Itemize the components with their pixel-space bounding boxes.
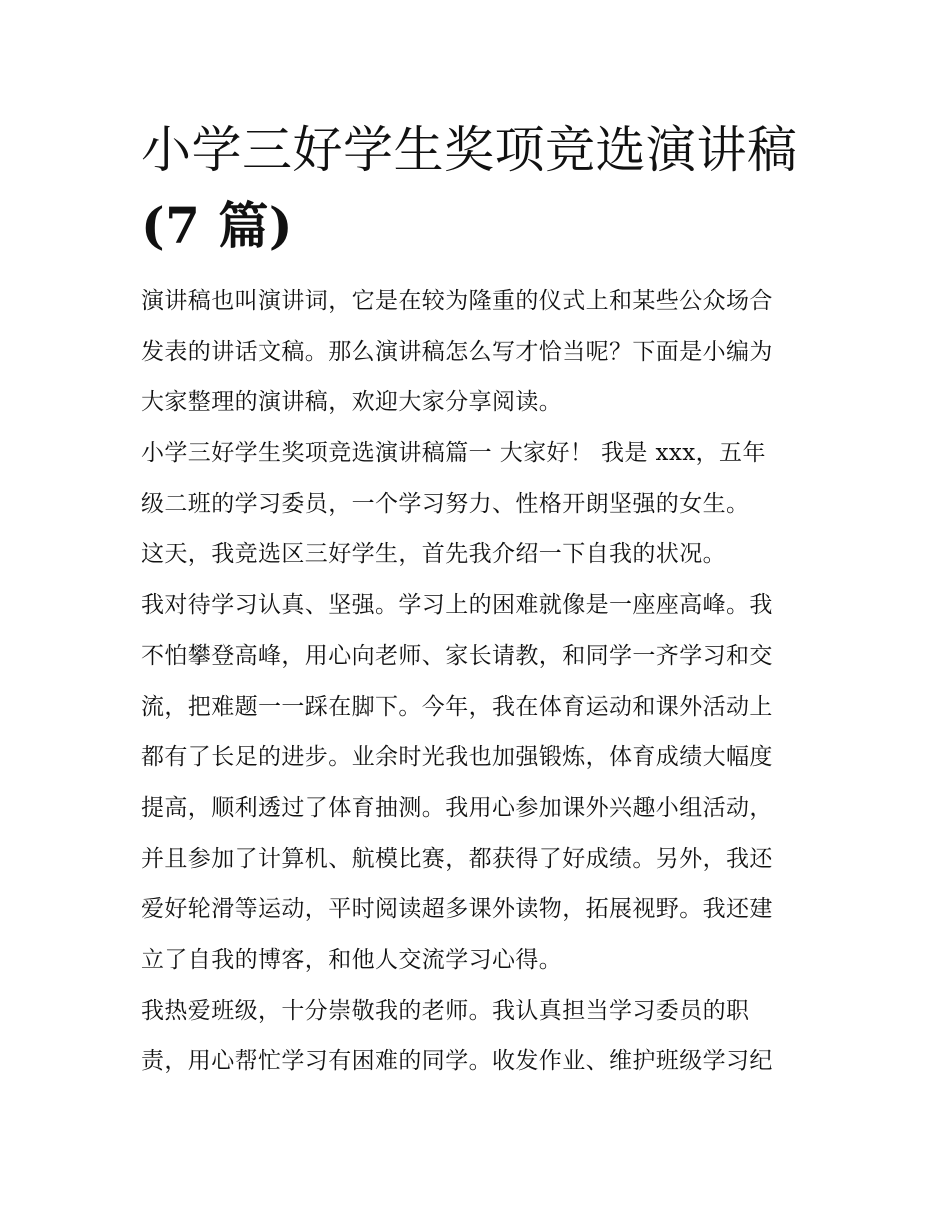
title-line-2: (7 篇): [141, 196, 294, 255]
body-line: 爱好轮滑等运动，平时阅读超多课外读物，拓展视野。我还建: [141, 896, 773, 923]
body-line: 提高，顺利透过了体育抽测。我用心参加课外兴趣小组活动，: [141, 794, 773, 821]
body-line: 并且参加了计算机、航模比赛，都获得了好成绩。另外，我还: [141, 845, 773, 872]
title-line-1: 小学三好学生奖项竞选演讲稿: [141, 121, 798, 179]
body-line: 级二班的学习委员，一个学习努力、性格开朗坚强的女生。: [141, 490, 750, 517]
document-title: [141, 112, 821, 264]
body-line: 我热爱班级，十分崇敬我的老师。我认真担当学习委员的职: [141, 997, 750, 1024]
body-line: 演讲稿也叫演讲词，它是在较为隆重的仪式上和某些公众场合: [141, 288, 773, 314]
body-line: 大家整理的演讲稿，欢迎大家分享阅读。: [141, 389, 563, 416]
body-line: 流，把难题一一踩在脚下。今年，我在体育运动和课外活动上: [141, 693, 773, 720]
body-line: 都有了长足的进步。业余时光我也加强锻炼，体育成绩大幅度: [141, 744, 773, 771]
document-page: [141, 112, 821, 1087]
body-line: 立了自我的博客，和他人交流学习心得。: [141, 946, 563, 973]
body-line: 发表的讲话文稿。那么演讲稿怎么写才恰当呢？下面是小编为: [141, 338, 773, 365]
document-body: [141, 276, 821, 1087]
body-line: 这天，我竞选区三好学生，首先我介绍一下自我的状况。: [141, 541, 726, 568]
body-line: 小学三好学生奖项竞选演讲稿篇一 大家好！ 我是 xxx，五年: [141, 440, 766, 467]
body-line: 我对待学习认真、坚强。学习上的困难就像是一座座高峰。我: [141, 592, 773, 619]
body-line: 责，用心帮忙学习有困难的同学。收发作业、维护班级学习纪: [141, 1048, 773, 1075]
body-line: 不怕攀登高峰，用心向老师、家长请教，和同学一齐学习和交: [141, 642, 773, 669]
